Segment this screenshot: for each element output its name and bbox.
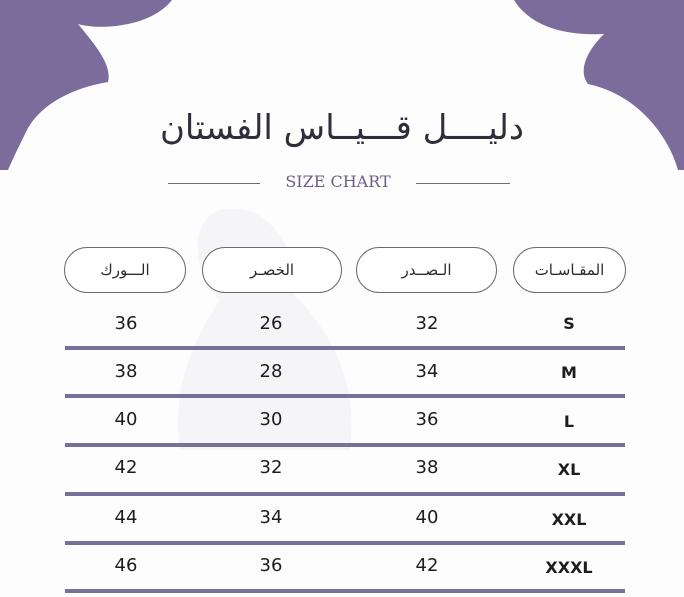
header-hip: الـــورك [64, 247, 186, 293]
row-waist: 34 [259, 507, 283, 528]
row-divider [65, 492, 625, 496]
subtitle-rule-right [416, 183, 510, 184]
row-divider [65, 589, 625, 593]
row-size: XXL [551, 510, 587, 529]
row-size: S [563, 314, 575, 333]
row-bust: 32 [415, 313, 439, 334]
row-hip: 38 [114, 361, 138, 382]
row-bust: 34 [415, 361, 439, 382]
row-hip: 46 [114, 555, 138, 576]
header-bust: الـصــدر [356, 247, 497, 293]
row-divider [65, 394, 625, 398]
row-bust: 40 [415, 507, 439, 528]
row-size: XXXL [545, 558, 593, 577]
row-waist: 28 [259, 361, 283, 382]
row-waist: 26 [259, 313, 283, 334]
row-hip: 36 [114, 313, 138, 334]
row-bust: 38 [415, 457, 439, 478]
header-sizes: المقـاسـات [513, 247, 626, 293]
row-waist: 32 [259, 457, 283, 478]
row-waist: 36 [259, 555, 283, 576]
row-hip: 44 [114, 507, 138, 528]
row-divider [65, 346, 625, 350]
row-size: XL [557, 460, 581, 479]
header-waist: الخصـر [202, 247, 342, 293]
subtitle: SIZE CHART [285, 172, 391, 191]
row-size: L [563, 412, 575, 431]
row-bust: 36 [415, 409, 439, 430]
row-divider [65, 443, 625, 447]
row-size: M [561, 363, 577, 382]
row-hip: 42 [114, 457, 138, 478]
row-hip: 40 [114, 409, 138, 430]
subtitle-row [0, 172, 684, 196]
row-divider [65, 541, 625, 545]
page-title: دليــــل قـــيــاس الفستان [159, 108, 525, 148]
subtitle-rule-left [168, 183, 260, 184]
row-bust: 42 [415, 555, 439, 576]
row-waist: 30 [259, 409, 283, 430]
